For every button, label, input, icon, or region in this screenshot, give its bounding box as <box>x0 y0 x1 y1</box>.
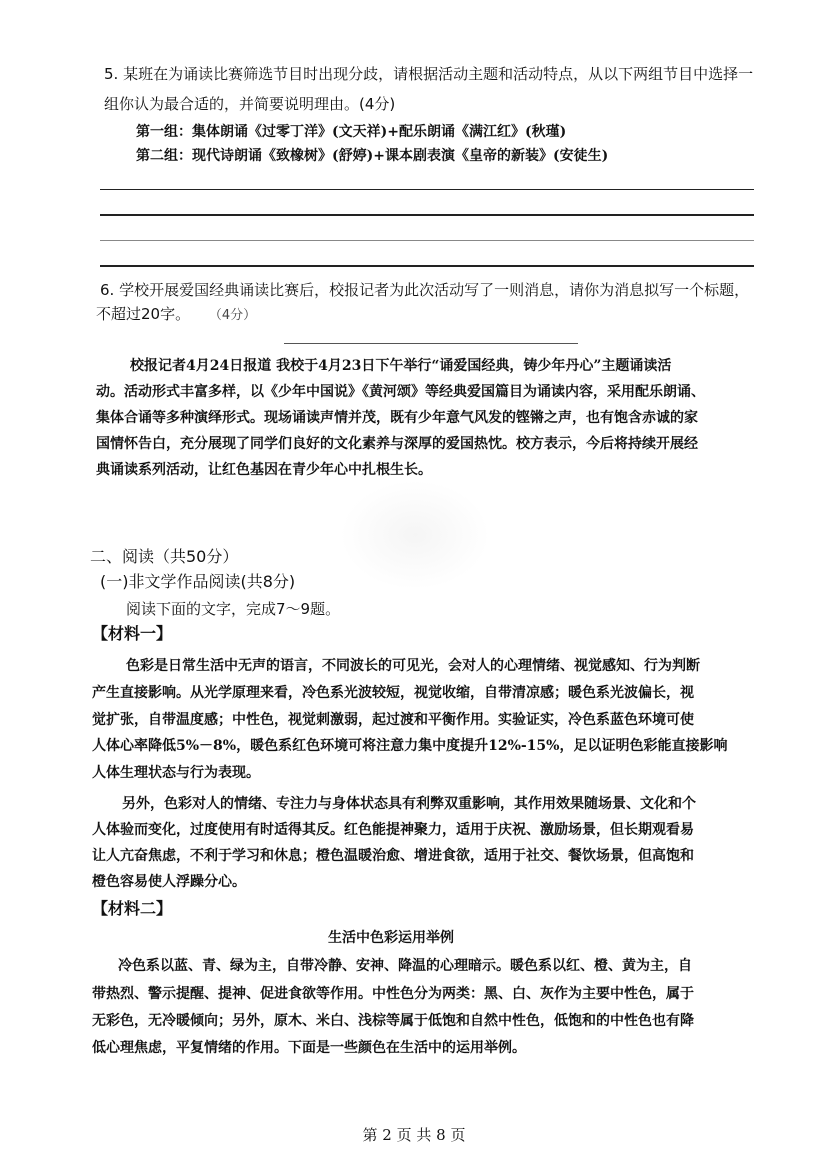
material2-line: 无彩色，无冷暖倾向；另外，原木、米白、浅棕等属于低饱和自然中性色，低饱和的中性色也有降 <box>92 1013 694 1029</box>
reading-instruction: 阅读下面的文字，完成7～9题。 <box>126 600 341 618</box>
material1-line: 橙色容易使人浮躁分心。 <box>92 874 246 890</box>
material1-label: 【材料一】 <box>92 624 173 643</box>
q5-group2: 第二组：现代诗朗诵《致橡树》(舒婷)+课本剧表演《皇帝的新装》(安徒生) <box>136 148 609 164</box>
answer-line <box>100 240 754 241</box>
answer-line <box>100 265 754 267</box>
material1-line: 觉扩张，自带温度感；中性色，视觉刺激弱，起过渡和平衡作用。实验证实，冷色系蓝色环境可使 <box>92 712 694 728</box>
material1-line: 另外，色彩对人的情绪、专注力与身体状态具有利弊双重影响，其作用效果随场景、文化和个 <box>122 796 696 812</box>
news-line: 典诵读系列活动，让红色基因在青少年心中扎根生长。 <box>96 462 432 478</box>
q6-line2-text: 不超过20字。 <box>96 305 191 323</box>
material1-line: 人体心率降低5%－8%，暖色系红色环境可将注意力集中度提升12%-15%，足以证明色彩能直接影响 <box>92 738 728 754</box>
material1-line: 人体生理状态与行为表现。 <box>92 765 260 781</box>
material2-line: 低心理焦虑，平复情绪的作用。下面是一些颜色在生活中的运用举例。 <box>92 1040 526 1056</box>
section-heading: 二、阅读（共50分） <box>90 547 239 566</box>
watermark <box>340 480 490 590</box>
answer-line <box>100 214 754 216</box>
material1-line: 色彩是日常生活中无声的语言，不同波长的可见光，会对人的心理情绪、视觉感知、行为判断 <box>126 658 700 674</box>
material1-line: 让人亢奋焦虑，不利于学习和休息；橙色温暖治愈、增进食欲，适用于社交、餐饮场景，但高饱和 <box>92 848 694 864</box>
material2-title: 生活中色彩运用举例 <box>328 930 454 946</box>
material1-line: 人体验而变化，过度使用有时适得其反。红色能提神聚力，适用于庆祝、激励场景，但长期观看易 <box>92 822 694 838</box>
news-line: 国情怀告白，充分展现了同学们良好的文化素养与深厚的爱国热忱。校方表示，今后将持续开展经 <box>96 436 698 452</box>
material2-line: 带热烈、警示提醒、提神、促进食欲等作用。中性色分为两类：黑、白、灰作为主要中性色，属于 <box>92 986 694 1002</box>
news-line: 动。活动形式丰富多样，以《少年中国说》《黄河颂》等经典爱国篇目为诵读内容，采用配乐朗诵、 <box>96 384 705 400</box>
page-footer: 第 2 页 共 8 页 <box>362 1126 466 1144</box>
q6-line2 <box>96 304 256 326</box>
material2-line: 冷色系以蓝、青、绿为主，自带冷静、安神、降温的心理暗示。暖色系以红、橙、黄为主，自 <box>118 958 692 974</box>
q6-line1: 6. 学校开展爱国经典诵读比赛后，校报记者为此次活动写了一则消息，请你为消息拟写一个标题， <box>100 281 750 299</box>
q5-line2: 组你认为最合适的，并简要说明理由。(4分) <box>104 95 396 113</box>
material1-line: 产生直接影响。从光学原理来看，冷色系光波较短，视觉收缩，自带清凉感；暖色系光波偏长，视 <box>92 685 694 701</box>
news-line: 校报记者4月24日报道 我校于4月23日下午举行“诵爱国经典，铸少年丹心”主题诵读活 <box>130 358 672 374</box>
news-line: 集体合诵等多种演绎形式。现场诵读声情并茂，既有少年意气风发的铿锵之声，也有饱含赤诚的家 <box>96 410 698 426</box>
subsection-heading: (一)非文学作品阅读(共8分) <box>100 572 296 591</box>
title-answer-line <box>284 343 578 344</box>
material2-label: 【材料二】 <box>92 899 173 918</box>
q5-group1: 第一组：集体朗诵《过零丁洋》(文天祥)+配乐朗诵《满江红》(秋瑾) <box>136 124 567 140</box>
q5-line1: 5. 某班在为诵读比赛筛选节目时出现分歧，请根据活动主题和活动特点，从以下两组节目中选择一 <box>104 65 754 83</box>
q6-score: （4分） <box>208 308 257 323</box>
answer-line <box>100 189 754 190</box>
